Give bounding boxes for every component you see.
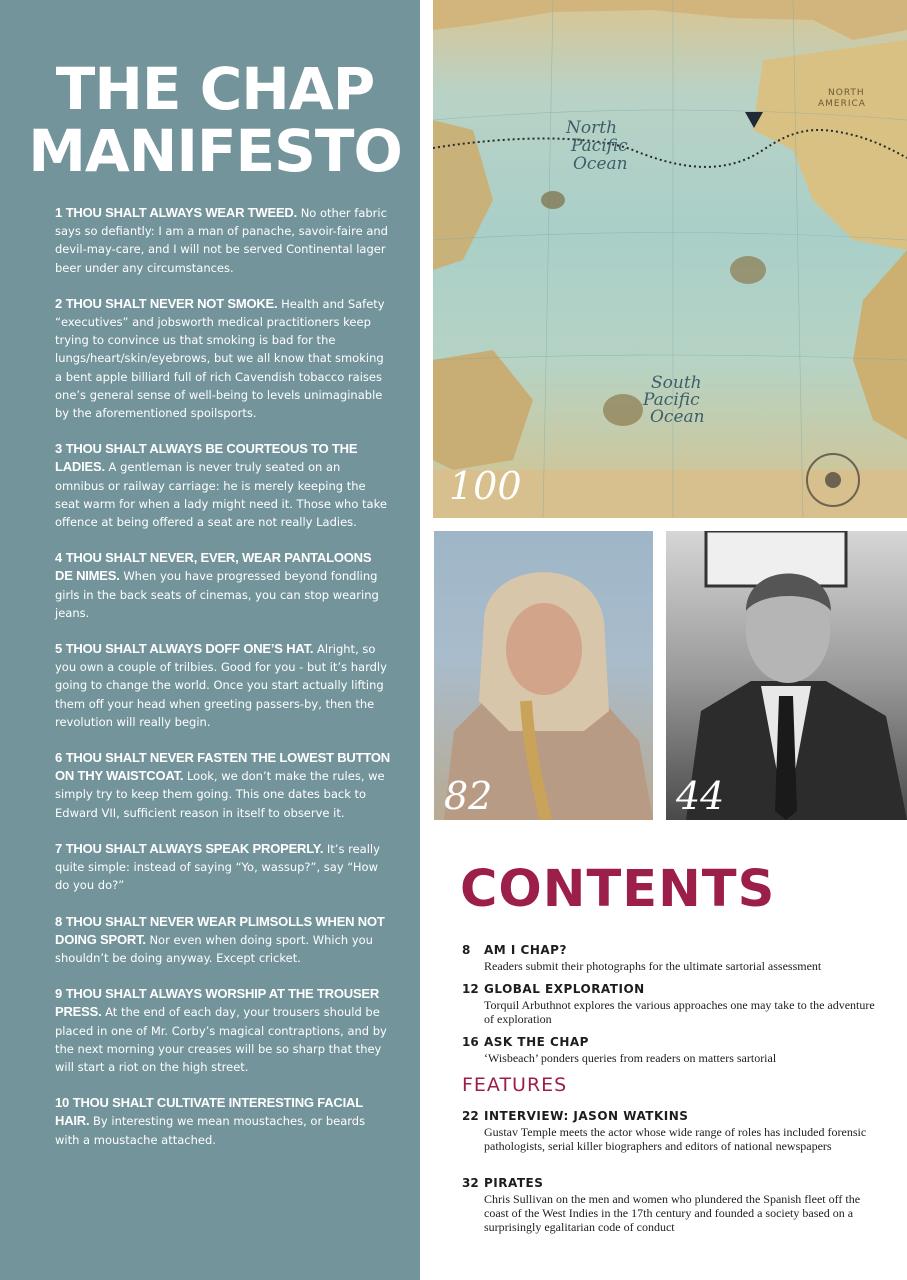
rule-number: 5 <box>55 641 63 657</box>
rule-heading: THOU SHALT CULTIVATE INTERESTING FACIAL HAIR. <box>55 1095 363 1129</box>
entry-description: Gustav Temple meets the actor whose wide range of roles has included forensic pathologists, serial killer biographers and editors of national newspapers <box>484 1125 867 1154</box>
map-label-america-1: NORTH <box>828 88 865 98</box>
map-labels <box>565 118 705 427</box>
manifesto-rule <box>55 640 390 731</box>
features-heading: FEATURES <box>462 1074 568 1096</box>
rule-body: It’s really quite simple: instead of saying “Yo, wassup?”, say “How do you do?” <box>55 841 380 893</box>
rule-body: Alright, so you own a couple of trilbies. Good for you - but it’s hardly going to change the world. Once you start actually lifting them off your head when greeting passers-by, then the revolution will really begin. <box>55 642 387 729</box>
entry-title: INTERVIEW: JASON WATKINS <box>484 1109 689 1123</box>
map-image <box>433 0 907 518</box>
pacific-map-illustration <box>433 0 907 518</box>
entry-page-number: 32 <box>462 1176 479 1190</box>
arctic-landmass <box>433 0 907 40</box>
entry-description: Readers submit their photographs for the ultimate sartorial assessment <box>484 959 822 973</box>
rule-body: By interesting we mean moustaches, or beards with a moustache attached. <box>55 1114 366 1147</box>
manifesto-rule <box>55 749 390 822</box>
rule-heading: THOU SHALT NEVER FASTEN THE LOWEST BUTTON ON THY WAISTCOAT. <box>55 750 390 784</box>
rule-number: 10 <box>55 1095 70 1111</box>
entry-title: AM I CHAP? <box>484 943 567 957</box>
entry-page-number: 22 <box>462 1109 479 1123</box>
rule-heading: THOU SHALT NEVER, EVER, WEAR PANTALOONS DE NIMES. <box>55 550 372 584</box>
manifesto-rule <box>55 913 390 968</box>
asia-landmass <box>433 120 493 270</box>
map-label-america-2: AMERICA <box>818 99 866 109</box>
manifesto-title <box>0 55 430 185</box>
south-america-landmass <box>853 250 907 440</box>
entry-title: GLOBAL EXPLORATION <box>484 982 645 996</box>
sailing-ship-icon <box>730 256 766 284</box>
manifesto-title-line1: THE CHAP <box>55 55 375 123</box>
portrait-a-page-number: 82 <box>444 774 493 818</box>
rule-heading: THOU SHALT NEVER WEAR PLIMSOLLS WHEN NOT DOING SPORT. <box>55 913 385 947</box>
portrait-woman-photo <box>434 531 653 820</box>
rule-body: No other fabric says so defiantly: I am a man of panache, savoir-faire and devil-may-care, and I will not be served Continental lager beer under any circumstances. <box>55 206 388 275</box>
rule-body: When you have progressed beyond fondling girls in the back seats of cinemas, you can stop wearing jeans. <box>55 569 379 620</box>
entry-page-number: 16 <box>462 1035 479 1049</box>
rule-number: 9 <box>55 986 63 1002</box>
manifesto-rule <box>55 440 390 531</box>
entry-description: Torquil Arbuthnot explores the various approaches one may take to the adventure of exploration <box>484 998 875 1027</box>
entry-page-number: 8 <box>462 943 471 957</box>
rule-heading: THOU SHALT ALWAYS SPEAK PROPERLY. <box>65 840 324 856</box>
rule-body: A gentleman is never truly seated on an omnibus or railway carriage: he is merely keeping the seat warm for when a lady might need it. Those who take offence at being offered a seat are not really Ladies. <box>55 460 387 530</box>
manifesto-rule <box>55 1094 390 1149</box>
face-shape <box>506 603 582 695</box>
rule-number: 4 <box>55 550 63 566</box>
map-label-north-3: Ocean <box>573 154 628 174</box>
rule-heading: THOU SHALT ALWAYS DOFF ONE’S HAT. <box>65 641 314 657</box>
map-label-north-1: North <box>566 118 618 138</box>
entry-description: Chris Sullivan on the men and women who plundered the Spanish fleet off the coast of the West Indies in the 17th century and founded a society based on a surprisingly egalitarian code of conduct <box>484 1192 861 1235</box>
rule-heading: THOU SHALT NEVER NOT SMOKE. <box>65 295 278 311</box>
rule-number: 8 <box>55 913 63 929</box>
entry-description: ‘Wisbeach’ ponders queries from readers on matters sartorial <box>484 1051 777 1065</box>
manifesto-rule <box>55 840 390 895</box>
rule-body: Nor even when doing sport. Which you shouldn’t be doing anyway. Except cricket. <box>55 932 373 965</box>
rule-number: 1 <box>55 205 63 220</box>
map-label-south-3: Ocean <box>650 407 705 427</box>
rule-heading: THOU SHALT ALWAYS BE COURTEOUS TO THE LADIES. <box>55 441 358 475</box>
entry-title: PIRATES <box>484 1176 544 1190</box>
manifesto-rule <box>55 295 390 422</box>
rule-number: 6 <box>55 750 63 766</box>
entry-title: ASK THE CHAP <box>484 1035 589 1049</box>
manifesto-rules <box>55 204 390 1167</box>
rule-heading: THOU SHALT ALWAYS WORSHIP AT THE TROUSER PRESS. <box>55 986 380 1020</box>
rule-number: 3 <box>55 441 63 457</box>
map-label-south-2: Pacific <box>643 390 700 410</box>
map-label-north-2: Pacific <box>571 136 628 156</box>
rule-heading: THOU SHALT ALWAYS WEAR TWEED. <box>65 205 298 220</box>
compass-rose-center <box>825 472 841 488</box>
rule-body: Health and Safety “executives” and jobsworth medical practitioners keep trying to convince us that smoking is bad for the lungs/heart/skin/eyebrows, but we all know that smoking a bent apple billiard full of rich Cavendish tobacco raises one’s general sense of well-being to levels unimaginable by the aforementioned spoilsports. <box>55 296 385 421</box>
manifesto-rule <box>55 204 390 277</box>
portrait-man-photo <box>666 531 907 820</box>
manifesto-rule <box>55 549 390 622</box>
north-america-landmass <box>753 40 907 250</box>
rule-body: Look, we don’t make the rules, we simply try to keep them going. This one dates back to Edward VII, sufficient reason in itself to observe it. <box>55 769 385 820</box>
map-label-south-1: South <box>651 373 702 393</box>
manifesto-panel <box>0 0 420 1280</box>
rule-number: 7 <box>55 840 63 856</box>
portrait-b-page-number: 44 <box>676 774 725 818</box>
rule-number: 2 <box>55 295 63 311</box>
australia-landmass <box>433 350 533 470</box>
map-page-number: 100 <box>449 464 522 508</box>
sailing-ship-icon <box>541 191 565 209</box>
manifesto-rule <box>55 985 390 1076</box>
sailing-ship-icon <box>603 394 643 426</box>
rule-body: At the end of each day, your trousers should be placed in one of Mr. Corby’s magical contraptions, and by the next morning your creases will be so sharp that they will start a riot on the high street. <box>55 1005 387 1074</box>
manifesto-title-line2: MANIFESTO <box>28 117 402 185</box>
contents-title: CONTENTS <box>460 860 776 919</box>
entry-page-number: 12 <box>462 982 479 996</box>
